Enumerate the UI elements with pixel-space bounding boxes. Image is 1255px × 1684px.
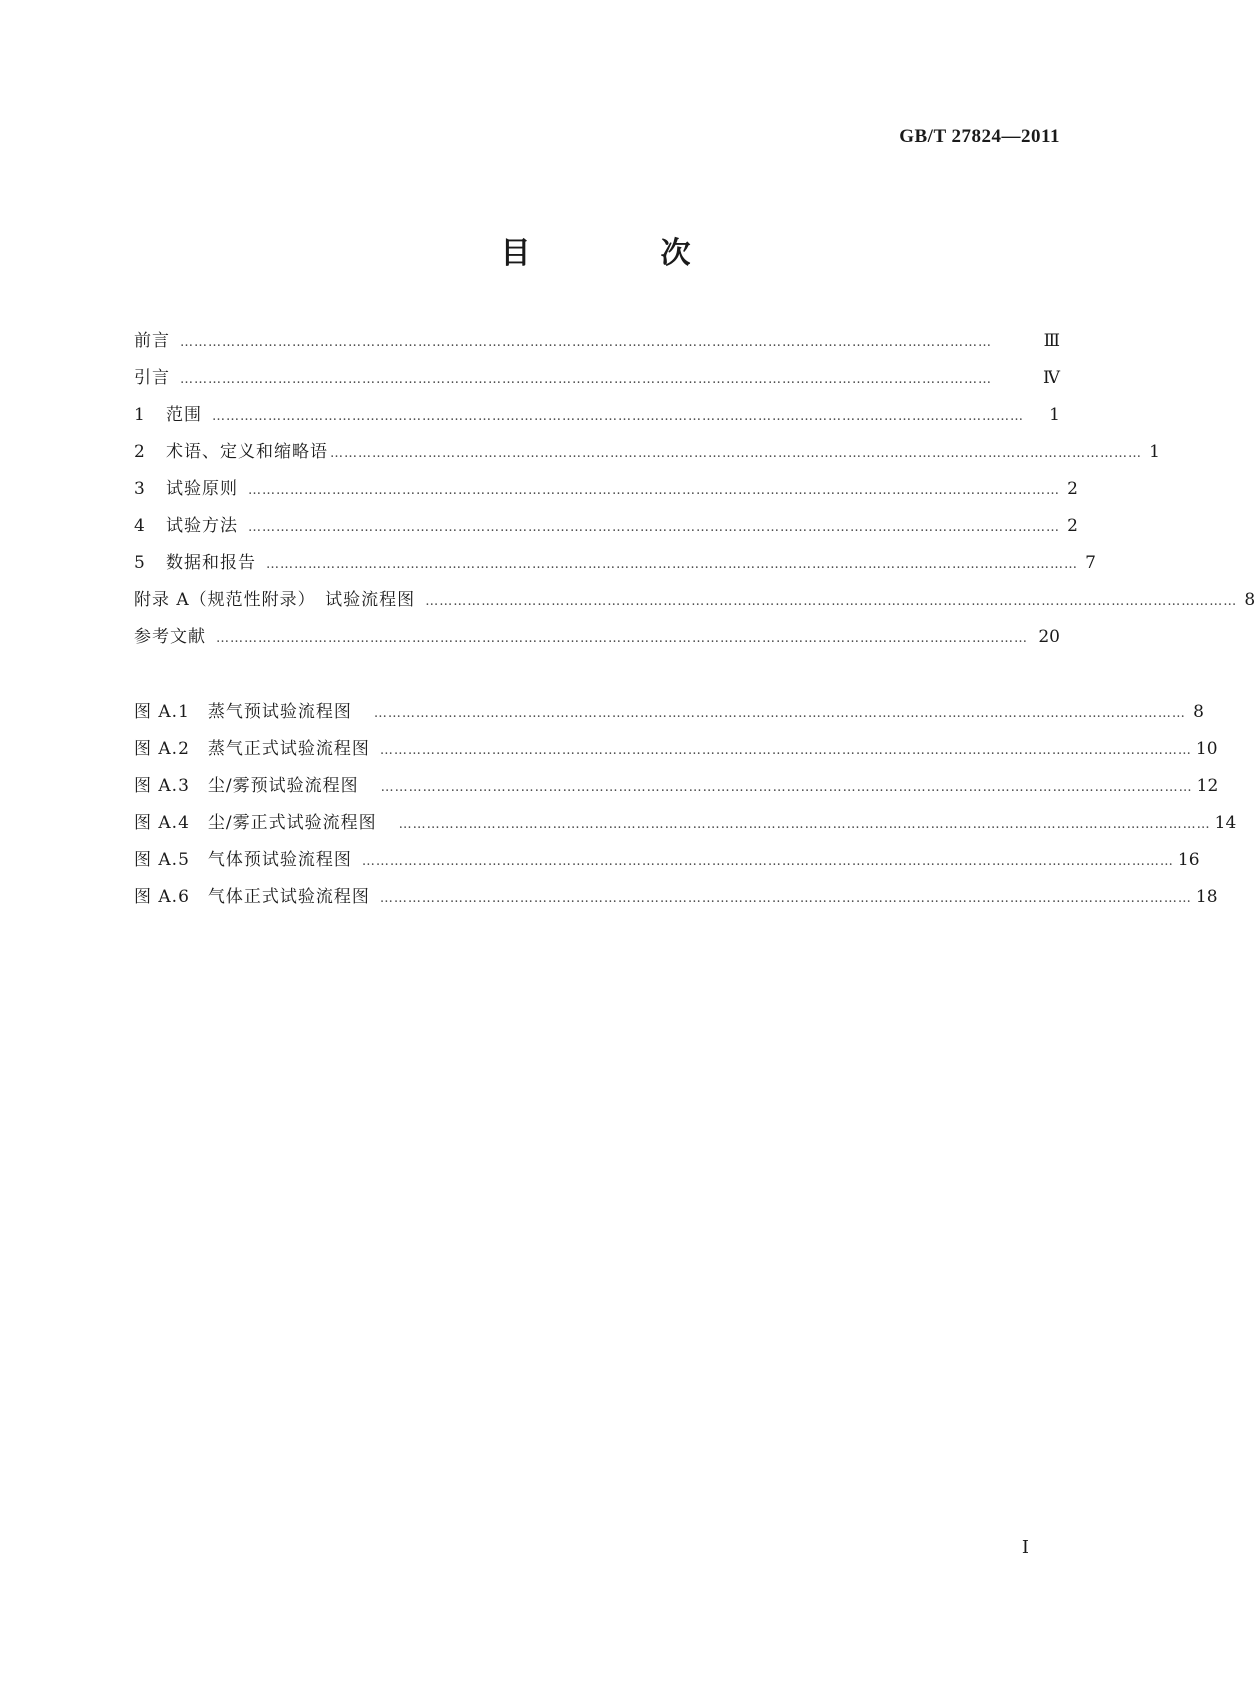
figure-item-a2[interactable]	[134, 734, 1218, 771]
dot-leader: …………………………………………………………………………………………………………………………………………………………	[380, 780, 1193, 795]
standard-code: GB/T 27824—2011	[899, 126, 1060, 147]
toc-item-page: 2	[1067, 479, 1078, 499]
figure-item-label: 图 A.3 尘/雾预试验流程图	[134, 776, 359, 796]
toc-item-number: 1	[134, 405, 145, 425]
toc-item-page: 1	[1149, 442, 1160, 462]
dot-leader: …………………………………………………………………………………………………………………………………………………………	[248, 483, 1060, 498]
figure-item-a3[interactable]	[134, 771, 1219, 808]
toc-item-label: 前言	[134, 331, 170, 351]
dot-leader: …………………………………………………………………………………………………………………………………………………………	[180, 335, 992, 350]
figure-item-label: 图 A.4 尘/雾正式试验流程图	[134, 813, 377, 833]
toc-item-page: 2	[1067, 516, 1078, 536]
figure-item-page: 16	[1177, 850, 1200, 870]
figure-item-label: 图 A.1 蒸气预试验流程图	[134, 702, 352, 722]
figure-item-label: 图 A.5 气体预试验流程图	[134, 850, 352, 870]
toc-item-label: 试验方法	[166, 516, 238, 536]
toc-item-annex-a[interactable]	[134, 585, 1255, 622]
toc-item-terms[interactable]	[134, 437, 1160, 474]
toc-item-page: 20	[1038, 627, 1060, 647]
toc-item-number: 2	[134, 442, 145, 462]
toc-item-label: 引言	[134, 368, 170, 388]
toc-item-label: 参考文献	[134, 627, 206, 647]
dot-leader: …………………………………………………………………………………………………………………………………………………………	[216, 631, 1028, 646]
page-number: I	[1021, 1537, 1029, 1558]
toc-item-page: 8	[1244, 590, 1255, 610]
figure-item-page: 12	[1196, 776, 1219, 796]
dot-leader: …………………………………………………………………………………………………………………………………………………………	[361, 854, 1174, 869]
dot-leader: …………………………………………………………………………………………………………………………………………………………	[425, 594, 1238, 609]
toc-item-test-principle[interactable]	[134, 474, 1078, 511]
dot-leader: …………………………………………………………………………………………………………………………………………………………	[212, 409, 1024, 424]
figure-item-page: 18	[1195, 887, 1218, 907]
toc-item-references[interactable]	[134, 622, 1060, 659]
figure-item-a6[interactable]	[134, 882, 1218, 919]
figure-item-a4[interactable]	[134, 808, 1237, 845]
toc-item-page: Ⅲ	[1043, 331, 1060, 351]
dot-leader: …………………………………………………………………………………………………………………………………………………………	[180, 372, 992, 387]
dot-leader: …………………………………………………………………………………………………………………………………………………………	[266, 557, 1078, 572]
toc-item-test-method[interactable]	[134, 511, 1078, 548]
figure-item-label: 图 A.2 蒸气正式试验流程图	[134, 739, 370, 759]
figure-item-label: 图 A.6 气体正式试验流程图	[134, 887, 370, 907]
toc-item-number: 3	[134, 479, 145, 499]
toc-item-label: 范围	[166, 405, 202, 425]
toc-item-scope[interactable]	[134, 400, 1060, 437]
list-of-figures	[134, 697, 1237, 919]
toc-item-label: 数据和报告	[166, 553, 256, 573]
toc-item-label: 试验原则	[166, 479, 238, 499]
figure-item-page: 8	[1193, 702, 1204, 722]
toc-item-number: 4	[134, 516, 145, 536]
toc-item-page: Ⅳ	[1043, 368, 1060, 388]
toc-item-page: 1	[1049, 405, 1060, 425]
page-title: 目 次	[500, 236, 741, 271]
table-of-contents	[134, 326, 1255, 659]
toc-item-label: 附录 A（规范性附录） 试验流程图	[134, 590, 416, 610]
dot-leader: …………………………………………………………………………………………………………………………………………………………	[248, 520, 1060, 535]
figure-item-page: 14	[1214, 813, 1237, 833]
figure-item-page: 10	[1195, 739, 1218, 759]
dot-leader: …………………………………………………………………………………………………………………………………………………………	[379, 891, 1192, 906]
toc-item-label: 术语、定义和缩略语	[166, 442, 328, 462]
figure-item-a5[interactable]	[134, 845, 1200, 882]
dot-leader: …………………………………………………………………………………………………………………………………………………………	[330, 446, 1142, 461]
dot-leader: …………………………………………………………………………………………………………………………………………………………	[379, 743, 1192, 758]
toc-item-foreword[interactable]	[134, 326, 1060, 363]
dot-leader: …………………………………………………………………………………………………………………………………………………………	[373, 706, 1186, 721]
toc-item-page: 7	[1085, 553, 1096, 573]
figure-item-a1[interactable]	[134, 697, 1204, 734]
toc-item-introduction[interactable]	[134, 363, 1060, 400]
dot-leader: …………………………………………………………………………………………………………………………………………………………	[398, 817, 1211, 832]
toc-item-data-report[interactable]	[134, 548, 1096, 585]
toc-item-number: 5	[134, 553, 145, 573]
